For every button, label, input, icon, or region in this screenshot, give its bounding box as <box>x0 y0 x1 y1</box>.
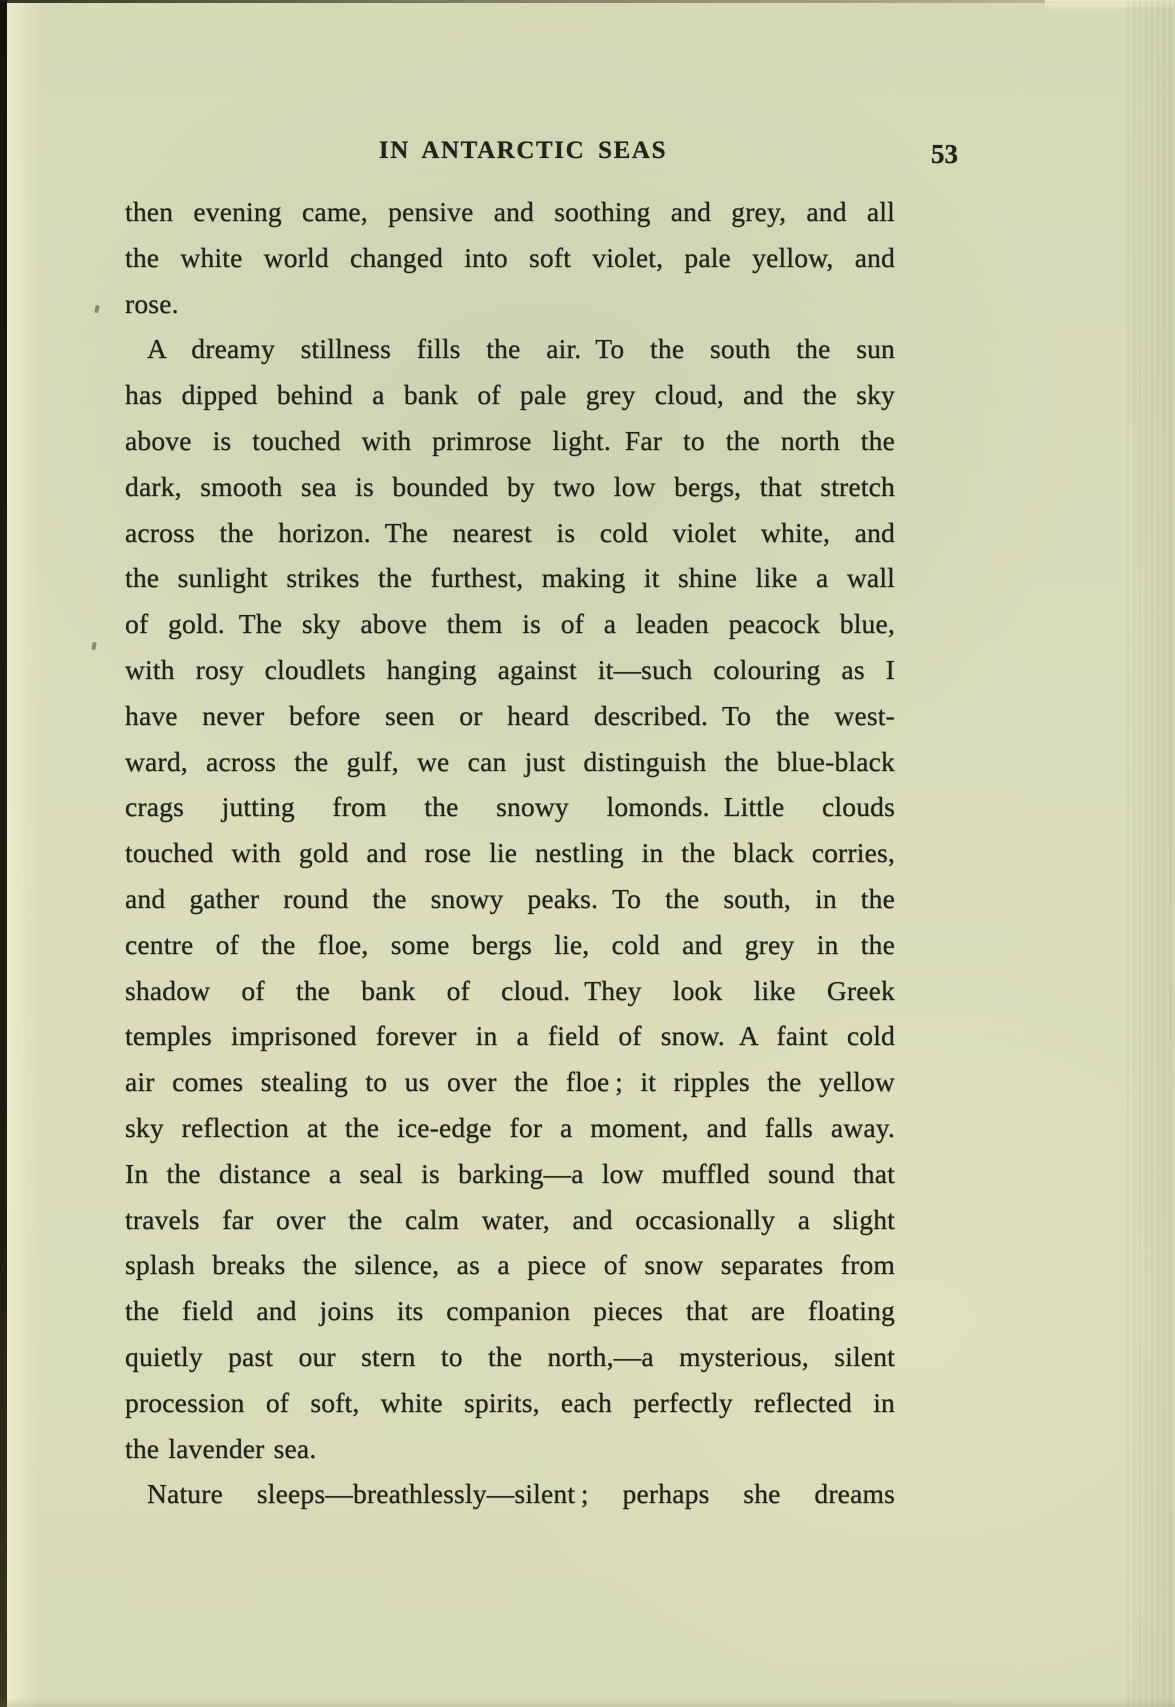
text-line: of gold. The sky above them is of a leaden peacock blue, <box>125 608 895 640</box>
scan-edge-top <box>0 0 1175 3</box>
running-title: IN ANTARCTIC SEAS <box>378 137 668 164</box>
text-line: Nature sleeps—breathlessly—silent ; perhaps she dreams <box>147 1478 895 1510</box>
text-line: splash breaks the silence, as a piece of snow separates from <box>125 1249 895 1281</box>
text-line: the field and joins its companion pieces that are floating <box>125 1295 895 1327</box>
text-line: crags jutting from the snowy lomonds. Little clouds <box>125 791 895 823</box>
text-line: and gather round the snowy peaks. To the south, in the <box>125 882 895 914</box>
text-line: across the horizon. The nearest is cold violet white, and <box>125 516 895 548</box>
text-line: the white world changed into soft violet, pale yellow, and <box>125 241 895 273</box>
text-line: with rosy cloudlets hanging against it—such colouring as I <box>125 653 895 685</box>
text-line: quietly past our stern to the north,—a mysterious, silent <box>125 1340 895 1372</box>
text-line: air comes stealing to us over the floe ; it ripples the yellow <box>125 1066 895 1098</box>
text-line: above is touched with primrose light. Far to the north the <box>125 424 895 456</box>
scan-speck <box>91 642 97 651</box>
text-line: shadow of the bank of cloud. They look like Greek <box>125 974 895 1006</box>
text-line: centre of the floe, some bergs lie, cold and grey in the <box>125 928 895 960</box>
text-line: travels far over the calm water, and occasionally a slight <box>125 1203 895 1235</box>
text-line: the sunlight strikes the furthest, making it shine like a wall <box>125 562 895 594</box>
scan-gutter-highlight <box>7 0 41 1707</box>
text-line: dark, smooth sea is bounded by two low bergs, that stretch <box>125 470 895 502</box>
page-header <box>125 136 958 170</box>
scan-speck <box>94 305 100 314</box>
page-number: 53 <box>931 139 958 169</box>
text-line: A dreamy stillness fills the air. To the south the sun <box>147 333 895 365</box>
scan-edge-bottom <box>0 1697 1175 1707</box>
text-line: ward, across the gulf, we can just distinguish the blue-black <box>125 745 895 777</box>
text-line: sky reflection at the ice-edge for a moment, and falls away. <box>125 1111 895 1143</box>
text-line: temples imprisoned forever in a field of snow. A faint cold <box>125 1020 895 1052</box>
page-body <box>125 189 895 1517</box>
text-line: the lavender sea. <box>125 1432 317 1464</box>
text-line: then evening came, pensive and soothing and grey, and all <box>125 196 895 227</box>
scan-edge-right <box>1127 0 1175 1707</box>
text-line: In the distance a seal is barking—a low muffled sound that <box>125 1157 895 1189</box>
text-line: procession of soft, white spirits, each perfectly reflected in <box>125 1386 895 1418</box>
text-line: have never before seen or heard described. To the west- <box>125 699 895 731</box>
scan-edge-left <box>0 0 7 1707</box>
text-line: touched with gold and rose lie nestling in the black corries, <box>125 837 895 869</box>
text-line: rose. <box>125 287 179 319</box>
text-line: has dipped behind a bank of pale grey cloud, and the sky <box>125 379 895 411</box>
